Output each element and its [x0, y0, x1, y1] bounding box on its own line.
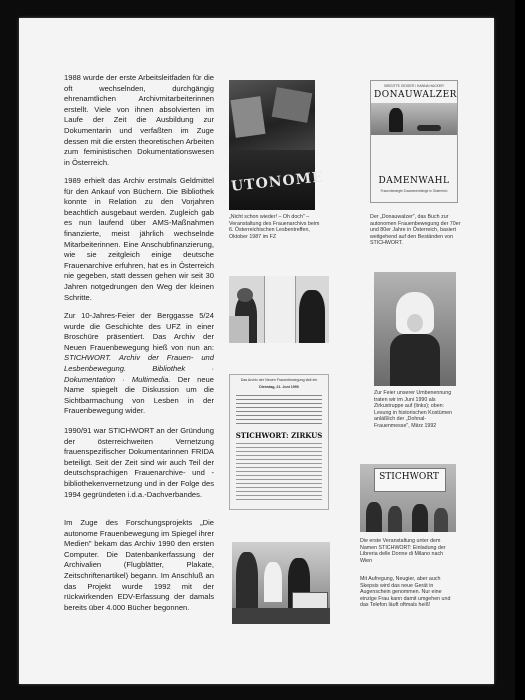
sign-lettering: STICHWORT	[379, 472, 439, 482]
banner-lettering: UTONOME	[230, 169, 325, 195]
photo-first-computer	[232, 542, 330, 624]
paragraph-umbenennung-end: Der neue Name spiegelt die Diskussion um die Sichtbarmachung von Lesben in der Frauenbewegung wider.	[64, 374, 214, 416]
book-title-bottom: DAMENWAHL	[378, 176, 450, 186]
caption-book: Der „Donauwalzer", das Buch zur autonomen Frauenbewegung der 70er und 80er Jahre in Österreich, basiert weitgehend auf den Beständen von STICHWORT.	[370, 214, 461, 247]
background-edge	[515, 0, 525, 700]
caption-zirkus: Zur Feier unserer Umbenennung traten wir im Juni 1990 als Zirkustruppe auf (links); oben: Lesung in historischen Kostümen anläßlich der „Dohnal-Frauenmesse", März 1992	[374, 390, 453, 429]
caption-banner: „Nicht schon wieder! – Oh doch" – Veranstaltung des Frauenarchivs beim 6. Österreichischen Lesbentreffen, Oktober 1987 im FZ	[229, 214, 320, 240]
flyer-title: STICHWORT: ZIRKUS	[235, 431, 323, 440]
book-authors: BRIGITTE GEIGER / HANNA HACKER	[384, 84, 444, 88]
book-title-top: DONAUWALZER	[374, 90, 457, 100]
paragraph-computer: Im Zuge des Forschungsprojekts „Die autonome Frauenbewegung im Spiegel ihrer Medien" bekam das Archiv 1990 den ersten Computer. Die Datenbankerfassung der Archivalien (Flugblätter, Plakate, Zeitschriftenartikel) begann. Im Anschluß an das Projekt wurde 1992 mit der rückwirkenden EDV-Erfassung der damals bereits über 4.000 Bücher begonnen.	[64, 518, 214, 612]
paragraph-frida: 1990/91 war STICHWORT an der Gründung der österreichweiten Vernetzung frauenspezifischer Dokumentarinnen FRIDA beteiligt. Seit der Zeit sind wir auch Teil der deutschsprachigen Frauenarchive- und -bibliothekenvernetzung und in der Folge des 1994 gegründeten i.d.a.-Dachverbandes.	[64, 426, 214, 499]
paragraph-geldmittel: 1989 erhielt das Archiv erstmals Geldmittel für den Ankauf von Büchern. Die Bibliothek konnte in Relation zu den Vorjahren beachtlich ausgebaut werden. Zugleich gab es nun laufend über AMS-Maßnahmen finanzierte, meist jährlich wechselnde Mitarbeiterinnen. Eine Anschubfinanzierung, wie sie zeitgleich einige deutsche Frauenarchive erfuhren, hat es in Österreich nie gegeben, statt dessen gehen wir seit 30 Jahren notgedrungen den Weg der kleinen Schritte.	[64, 176, 214, 302]
caption-milano: Die erste Veranstaltung unter dem Namen STICHWORT: Einladung der Libreria delle Donne di Milano nach Wien	[360, 538, 446, 564]
paragraph-umbenennung-intro: Zur 10-Jahres-Feier der Berggasse 5/24 wurde die Geschichte des UFZ in einer Broschüre präsentiert. Das Archiv der Neuen Frauenbewegung hieß von nun an:	[64, 311, 214, 352]
flyer-body-lines	[236, 443, 322, 503]
flyer-program-lines	[236, 395, 322, 425]
paragraph-umbenennung	[64, 311, 214, 417]
book-cover-donauwalzer	[370, 80, 458, 203]
caption-computer: Mit Aufregung, Neugier, aber auch Skepsis wird das neue Gerät in Augenschein genommen. Nur eine einzige Frau kann damit umgehen und das Telefon läuft oftmals heiß!	[360, 576, 451, 609]
photo-dohnal-reading	[374, 272, 456, 386]
paragraph-arbeitsleitfaden: 1988 wurde der erste Arbeitsleitfaden für die oft wechselnden, durchgängig ehrenamtlichen Archivmitarbeiterinnen erstellt. Viele von ihnen absolvierten im Laufe der Zeit die Ausbildung zur Dokumentarin und verfaßten im Zuge dessen mit die ersten theoretischen Arbeiten zum feministischen Dokumentationswesen in Österreich.	[64, 73, 214, 167]
archive-new-name: STICHWORT. Archiv der Frauen- und Lesbenbewegung. Bibliothek · Dokumentation · Multimedia.	[64, 353, 214, 384]
flyer-header: Das Archiv der Neuen Frauenbewegung lädt ein	[240, 378, 318, 382]
photo-banner	[229, 80, 325, 210]
book-subtitle: Frauenbewegte Zusammenhänge in Österreich	[380, 189, 448, 193]
flyer-date: Dienstag, 21. Juni 1990	[259, 385, 299, 389]
photo-stichwort-event	[360, 464, 456, 532]
flyer-stichwort-zirkus	[229, 374, 329, 510]
photo-zirkus-door	[229, 276, 329, 343]
